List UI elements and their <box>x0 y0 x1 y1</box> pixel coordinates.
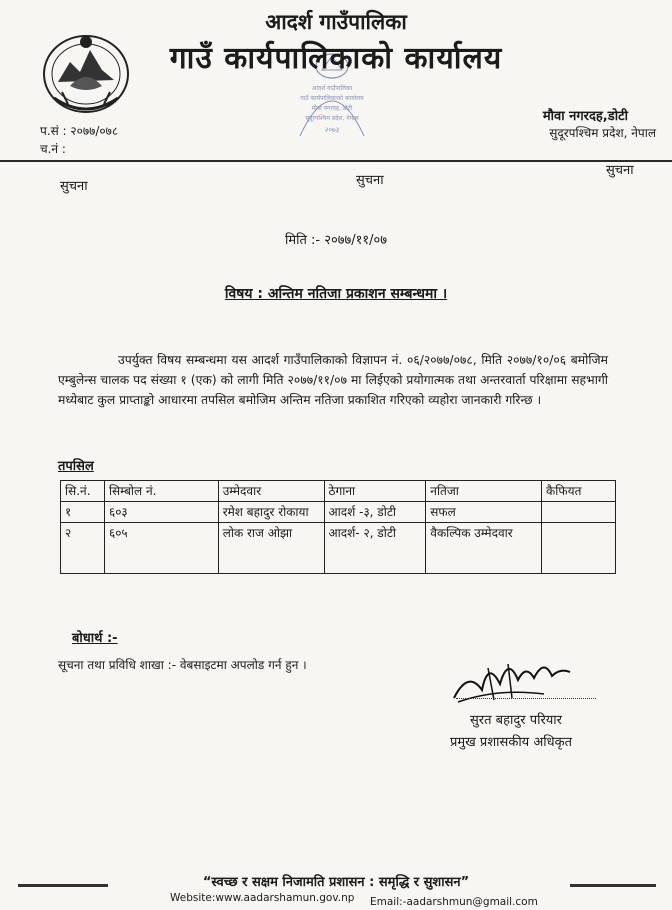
svg-text:२०७३: २०७३ <box>324 126 340 134</box>
results-table <box>60 480 616 574</box>
svg-text:गाउँ कार्यपालिकाको कार्यालय: गाउँ कार्यपालिकाको कार्यालय <box>300 95 364 102</box>
body-paragraph: उपर्युक्त विषय सम्बन्धमा यस आदर्श गाउँपालिकाको विज्ञापन नं. ०६/२०७७/०७८, मिति २०७७/१०/०६ बमोजिम एम्बुलेन्स चालक पद संख्या १ (एक) को लागी मिति २०७७/११/०७ मा लिईएको प्रयोगात्मक तथा अन्तरवार्ता परिक्षामा सहभागी मध्येबाट कुल प्राप्ताङ्को आधारमा तपसिल बमोजिम अन्तिम नतिजा प्रकाशित गरिएको व्यहोरा जानकारी गरिन्छ । <box>58 353 608 407</box>
notice-label-left: सुचना <box>60 179 88 194</box>
subject-line <box>0 284 672 303</box>
signatory-name: सुरत बहादुर परियार <box>470 713 562 728</box>
address-line1: मौवा नगरदह,डोटी <box>542 109 628 124</box>
header-remarks: कैफियत <box>542 481 616 502</box>
org-name-line1: आदर्श गाउँपालिका <box>265 10 407 34</box>
svg-text:सुदूरपश्चिम प्रदेश, नेपाल: सुदूरपश्चिम प्रदेश, नेपाल <box>305 115 359 122</box>
header-divider <box>0 160 672 162</box>
signature-icon <box>448 650 588 710</box>
header-symbol-no: सिम्बोल नं. <box>104 481 218 502</box>
signature-line <box>456 698 596 699</box>
notice-label-right: सुचना <box>606 163 634 178</box>
details-heading: तपसिल <box>58 459 94 474</box>
cell-serial-no: १ <box>61 502 105 523</box>
cell-symbol-no: ६०५ <box>104 523 218 574</box>
cc-text: सूचना तथा प्रविधि शाखा :- वेबसाइटमा अपलोड गर्न हुन । <box>58 658 307 672</box>
table-row <box>61 502 616 523</box>
cell-serial-no: २ <box>61 523 105 574</box>
cell-symbol-no: ६०३ <box>104 502 218 523</box>
address-line2: सुदूरपश्चिम प्रदेश, नेपाल <box>549 126 656 140</box>
table-header-row <box>61 481 616 502</box>
cell-candidate: लोक राज ओझा <box>218 523 324 574</box>
footer-motto: “स्वच्छ र सक्षम निजामति प्रशासन : समृद्धि र सुशासन” <box>202 875 470 890</box>
cell-remarks <box>542 523 616 574</box>
reference-number: प.सं : २०७७/०७८ <box>40 124 119 138</box>
cell-result: सफल <box>426 502 542 523</box>
table-row <box>61 523 616 574</box>
cc-heading: बोधार्थ :- <box>72 631 118 646</box>
notice-label-center: सुचना <box>356 173 384 188</box>
cell-address: आदर्श -३, डोटी <box>324 502 426 523</box>
footer-website: Website:www.aadarshamun.gov.np <box>170 892 355 904</box>
header-result: नतिजा <box>426 481 542 502</box>
header-candidate: उम्मेदवार <box>218 481 324 502</box>
cell-result: वैकल्पिक उम्मेदवार <box>426 523 542 574</box>
cell-remarks <box>542 502 616 523</box>
org-name-line2: गाउँ कार्यपालिकाको कार्यालय <box>169 41 503 76</box>
subject-text: विषय : अन्तिम नतिजा प्रकाशन सम्बन्धमा । <box>224 286 448 302</box>
header-serial-no: सि.नं. <box>61 481 105 502</box>
header-address: ठेगाना <box>324 481 426 502</box>
footer-email: Email:-aadarshmun@gmail.com <box>370 896 538 908</box>
cell-candidate: रमेश बहादुर रोकाया <box>218 502 324 523</box>
dispatch-number: च.नं : <box>40 142 66 156</box>
issue-date: मिति :- २०७७/११/०७ <box>284 233 388 248</box>
svg-text:आदर्श गाउँपालिका: आदर्श गाउँपालिका <box>311 85 353 92</box>
signatory-title: प्रमुख प्रशासकीय अधिकृत <box>450 735 573 750</box>
cell-address: आदर्श- २, डोटी <box>324 523 426 574</box>
svg-text:मौवा नगरदह, डोटी: मौवा नगरदह, डोटी <box>311 105 353 112</box>
